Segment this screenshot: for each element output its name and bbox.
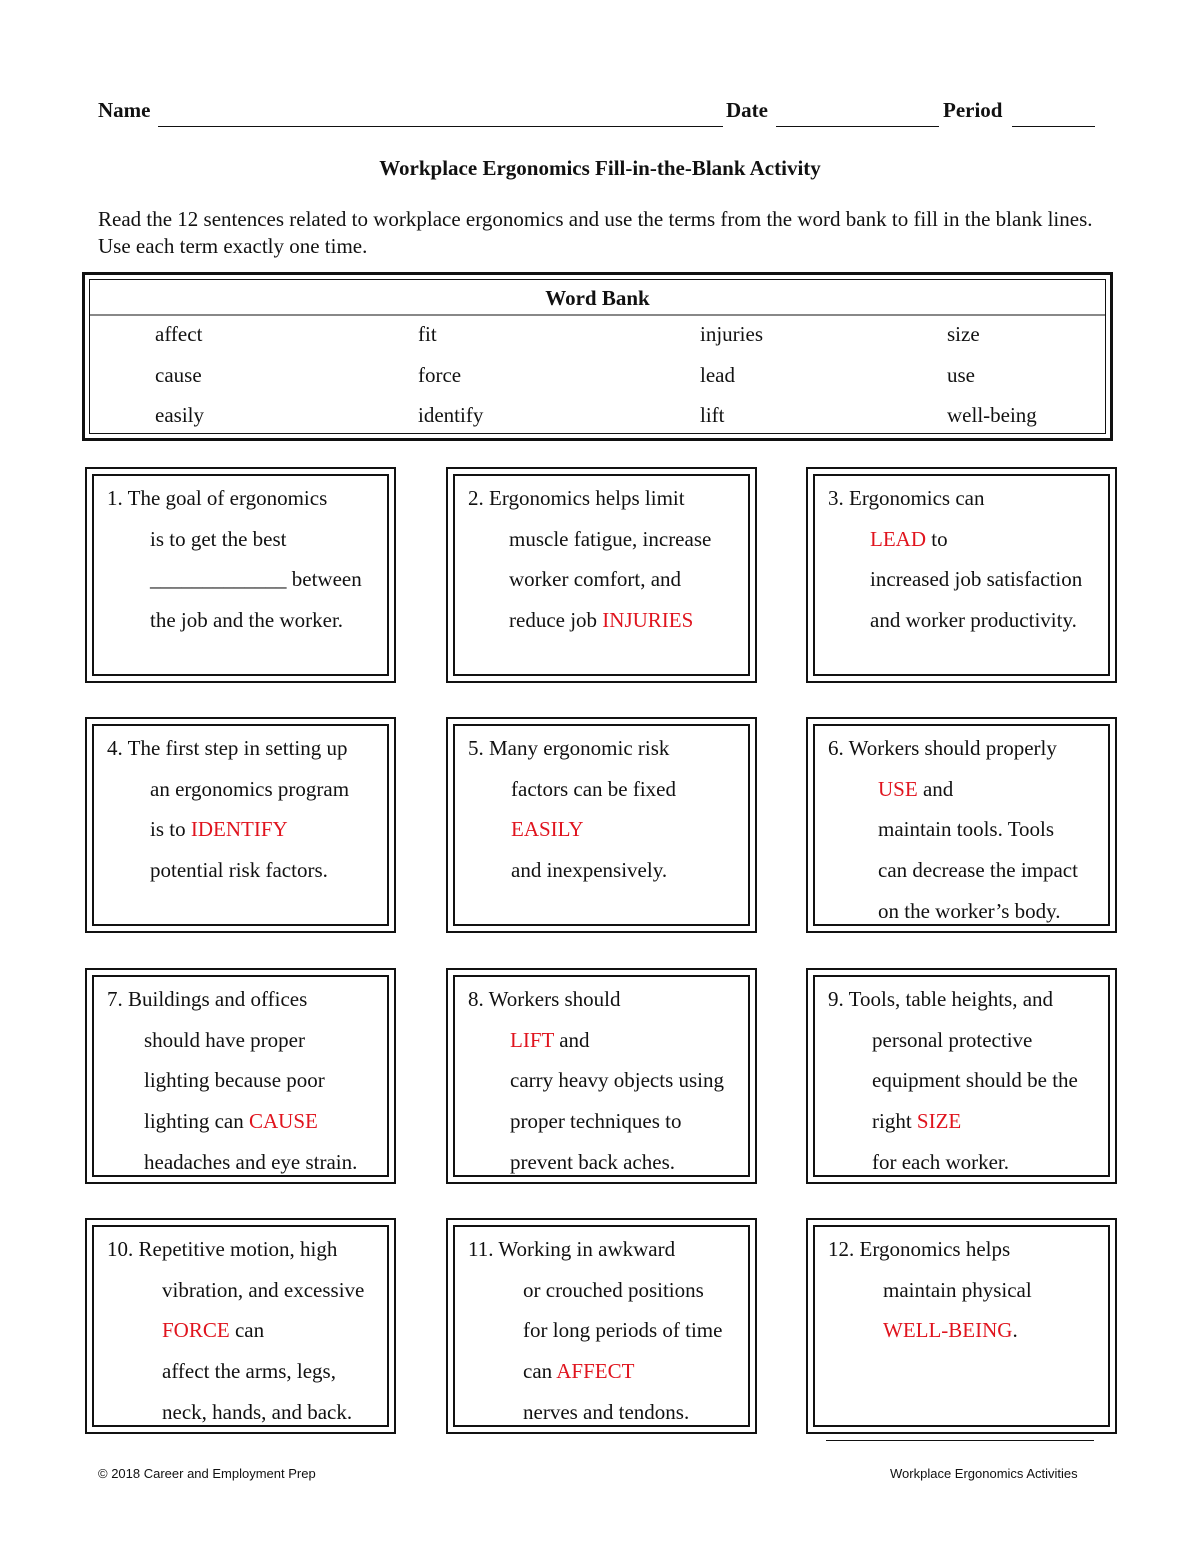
sentence-line [150,526,286,552]
sentence-line [162,1277,364,1303]
sentence-line [878,776,953,802]
date-field-line[interactable] [776,126,939,127]
sentence-line [150,607,343,633]
sentence-line [510,1149,675,1175]
answer-word: LIFT [510,1027,554,1052]
sentence-text: increased job satisfaction [870,567,1083,592]
sentence-line [870,566,1082,592]
sentence-text: 6. Workers should properly [828,736,1057,760]
sentence-line [150,816,288,842]
sentence-box [446,467,757,683]
sentence-text: is to get the best [150,526,287,551]
sentence-line [144,1149,357,1175]
sentence-text: proper techniques to [510,1109,682,1134]
answer-word: FORCE [162,1318,230,1343]
sentence-box [446,717,757,933]
answer-word: USE [878,776,918,801]
sentence-line [872,1108,961,1134]
word-bank-word: force [418,363,462,387]
sentence-text: or crouched positions [523,1277,704,1302]
sentence-line [107,986,307,1012]
sentence-line [878,857,1078,883]
sentence-text: factors can be fixed [511,776,676,801]
sentence-text: is to [150,817,191,842]
sentence-text: an ergonomics program [150,776,350,801]
sentence-text: can decrease the impact [878,858,1078,883]
sentence-text: 4. The first step in setting up [107,736,348,760]
sentence-box [806,1218,1117,1434]
answer-word: WELL-BEING [883,1318,1013,1343]
sentence-text: for each worker. [872,1149,1010,1174]
sentence-line [510,1027,590,1053]
answer-word: AFFECT [556,1359,635,1384]
word-bank-word: lift [700,403,725,427]
sentence-line [523,1399,689,1425]
sentence-text: to [926,526,948,551]
sentence-text: and [553,1027,590,1052]
sentence-text: 2. Ergonomics helps limit [468,486,685,510]
sentence-line [878,898,1061,924]
sentence-box [85,1218,396,1434]
instructions: Read the 12 sentences related to workplace ergonomics and use the terms from the word bank to fill in the blank lines. Use each term exactly one time. [98,207,1093,258]
sentence-line [162,1358,336,1384]
sentence-text: potential risk factors. [150,858,328,883]
sentence-line [150,857,328,883]
sentence-text: maintain physical [883,1277,1032,1302]
sentence-box [806,467,1117,683]
word-bank-title: Word Bank [545,286,650,310]
sentence-line [468,485,685,511]
sentence-text: 7. Buildings and offices [107,987,308,1011]
word-bank-word: lead [700,363,735,387]
sentence-text: should have proper [144,1027,305,1052]
period-field-line[interactable] [1012,126,1095,127]
answer-word: INJURIES [602,608,694,633]
sentence-text: right [872,1109,917,1134]
word-bank-word: easily [155,403,204,427]
sentence-text: lighting because poor [144,1068,325,1093]
sentence-line [828,986,1053,1012]
sentence-line [144,1108,318,1134]
sentence-line [107,1236,337,1262]
answer-line[interactable] [826,1440,1094,1441]
sentence-line [523,1277,704,1303]
sentence-text: 5. Many ergonomic risk [468,736,670,760]
sentence-text: and [917,776,954,801]
sentence-text: vibration, and excessive [162,1277,365,1302]
sentence-box [85,717,396,933]
sentence-line [511,816,584,842]
sentence-line [144,1067,325,1093]
sentence-text: neck, hands, and back. [162,1399,353,1424]
sentence-line [511,776,676,802]
sentence-text: and worker productivity. [870,608,1077,633]
sentence-line [107,485,327,511]
sentence-text: maintain tools. Tools [878,817,1055,842]
sentence-box [806,968,1117,1184]
sentence-line [872,1027,1032,1053]
sentence-line [883,1317,1018,1343]
answer-word: IDENTIFY [190,817,288,842]
sentence-text: _____________ between [150,567,362,592]
answer-word: CAUSE [248,1109,318,1134]
sentence-text: lighting can [144,1109,249,1134]
sentence-line [150,566,362,592]
sentence-line [509,526,711,552]
word-bank-word: identify [418,403,484,427]
sentence-text: on the worker’s body. [878,898,1061,923]
sentence-text: nerves and tendons. [523,1399,690,1424]
sentence-line [511,857,667,883]
sentence-box [446,968,757,1184]
footer-copyright: © 2018 Career and Employment Prep [98,1466,316,1481]
answer-word: LEAD [870,526,926,551]
word-bank-word: injuries [700,322,763,346]
sentence-line [468,986,621,1012]
sentence-line [872,1067,1078,1093]
word-bank-word: use [947,363,975,387]
name-field-line[interactable] [158,126,723,127]
sentence-box [806,717,1117,933]
name-label: Name [98,98,151,122]
sentence-text: 8. Workers should [468,987,621,1011]
sentence-box [85,968,396,1184]
sentence-text: personal protective [872,1027,1033,1052]
answer-word: SIZE [916,1109,962,1134]
sentence-text: affect the arms, legs, [162,1359,336,1384]
sentence-line [107,735,348,761]
sentence-line [468,735,669,761]
sentence-text: for long periods of time [523,1318,723,1343]
sentence-line [510,1067,724,1093]
word-bank-word: cause [155,363,202,387]
sentence-text: 11. Working in awkward [468,1237,676,1261]
period-label: Period [943,98,1003,122]
sentence-text: reduce job [509,608,603,633]
sentence-line [162,1399,352,1425]
sentence-line [828,735,1057,761]
sentence-text: headaches and eye strain. [144,1149,358,1174]
sentence-line [468,1236,675,1262]
sentence-line [144,1027,305,1053]
word-bank-word: affect [155,322,203,346]
sentence-line [870,607,1077,633]
sentence-text: worker comfort, and [509,567,682,592]
sentence-text: and inexpensively. [511,858,668,883]
sentence-line [828,485,985,511]
sentence-line [878,816,1054,842]
sentence-box [446,1218,757,1434]
page-title: Workplace Ergonomics Fill-in-the-Blank Activity [379,156,821,180]
sentence-line [509,566,681,592]
sentence-line [828,1236,1010,1262]
sentence-text: muscle fatigue, increase [509,526,712,551]
sentence-line [870,526,948,552]
sentence-text: . [1012,1318,1018,1343]
sentence-line [510,1108,681,1134]
sentence-text: carry heavy objects using [510,1068,725,1093]
word-bank-word: well-being [947,403,1037,427]
sentence-text: prevent back aches. [510,1149,675,1174]
sentence-line [162,1317,264,1343]
sentence-text: 9. Tools, table heights, and [828,987,1054,1011]
word-bank-word: fit [418,322,437,346]
sentence-text: 1. The goal of ergonomics [107,486,328,510]
sentence-text: can [523,1359,557,1384]
sentence-text: the job and the worker. [150,608,344,633]
sentence-box [85,467,396,683]
footer-title: Workplace Ergonomics Activities [890,1466,1078,1481]
sentence-line [523,1317,722,1343]
sentence-line [150,776,349,802]
word-bank-divider [90,314,1105,316]
word-bank-word: size [947,322,980,346]
sentence-line [523,1358,634,1384]
date-label: Date [726,98,768,122]
sentence-text: 10. Repetitive motion, high [107,1237,338,1261]
sentence-text: 12. Ergonomics helps [828,1237,1011,1261]
sentence-line [509,607,693,633]
sentence-line [883,1277,1032,1303]
sentence-text: can [229,1318,265,1343]
sentence-text: 3. Ergonomics can [828,486,985,510]
sentence-text: equipment should be the [872,1068,1078,1093]
answer-word: EASILY [511,817,584,842]
sentence-line [872,1149,1009,1175]
